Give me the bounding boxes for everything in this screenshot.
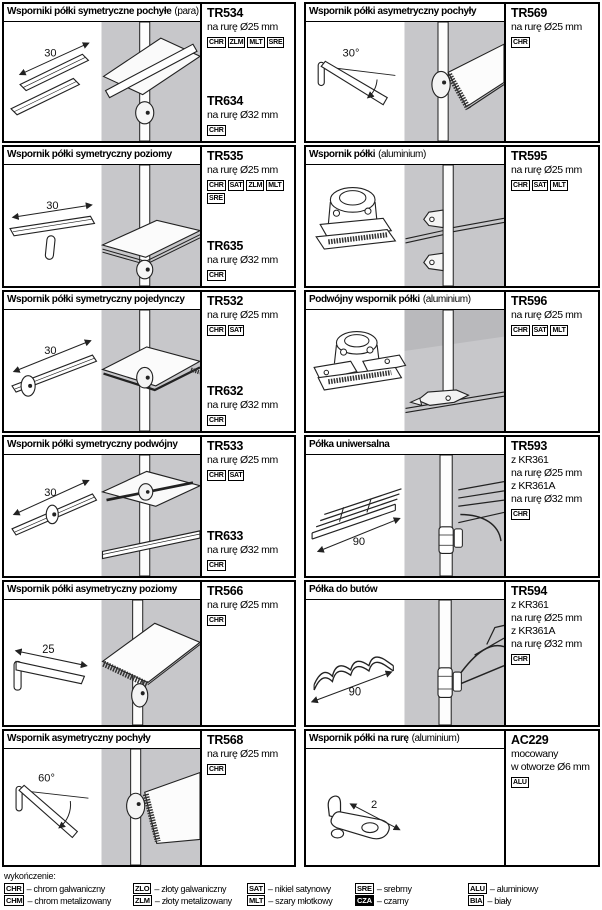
l-bracket-illustration [4, 600, 200, 725]
finish-chip: SAT [533, 182, 547, 189]
product-cell-tr535 [2, 145, 296, 288]
spec-line: na rurę Ø32 mm [207, 399, 278, 411]
spec-line: na rurę Ø25 mm [511, 612, 582, 624]
product-cell-ac229 [304, 729, 600, 867]
product-specs [511, 309, 596, 322]
product [207, 384, 292, 426]
legend-label: – chrom galwaniczny [26, 883, 105, 894]
finish-chip: MLT [249, 895, 264, 905]
product-specs [511, 599, 596, 651]
product-info [200, 437, 294, 576]
cell-title [306, 437, 504, 455]
legend-label: – szary młotkowy [268, 895, 333, 906]
product-code: TR535 [207, 149, 244, 163]
cell-title [306, 147, 504, 165]
product-cell-tr533 [2, 435, 296, 578]
dimension-label: 30 [44, 47, 57, 60]
spec-line: na rurę Ø32 mm [511, 493, 582, 505]
product-code: AC229 [511, 733, 549, 747]
legend-label: – aluminiowy [489, 883, 539, 894]
dimension-label: 25 [42, 643, 55, 657]
product-cell-tr532 [2, 290, 296, 433]
finish-chip: CHR [209, 182, 224, 189]
product-sketch [4, 310, 200, 431]
product [207, 584, 292, 626]
product-info [200, 731, 294, 865]
finish-chip: SRE [357, 883, 372, 893]
finish-chip: CHR [209, 562, 224, 569]
cell-title-note: (aluminium) [378, 149, 426, 160]
cell-title [306, 4, 504, 22]
product [207, 439, 292, 481]
spec-line: mocowany [511, 748, 558, 760]
finish-chip: SRE [268, 39, 283, 46]
legend-label: – srebrny [376, 883, 412, 894]
spec-line: w otworze Ø6 mm [511, 761, 590, 773]
spec-line: na rurę Ø32 mm [207, 109, 278, 121]
spec-line: z KR361A [511, 480, 556, 492]
finish-chip: CHM [6, 895, 23, 905]
product-specs [207, 599, 292, 612]
cell-title [4, 147, 200, 165]
finish-chip: CZA [357, 895, 372, 905]
dimension-label: 90 [348, 686, 362, 699]
spec-line: na rurę Ø25 mm [207, 309, 278, 321]
finish-chip: BIA [470, 895, 483, 905]
finish-chip: SRE [209, 195, 223, 202]
legend-label: – złoty galwaniczny [154, 883, 227, 894]
spec-line: na rurę Ø32 mm [207, 254, 278, 266]
product-code: TR568 [207, 733, 244, 747]
product-sketch [306, 455, 504, 576]
product-specs [207, 309, 292, 322]
finish-chip: CHR [209, 766, 224, 773]
finish-chip: CHR [513, 182, 528, 189]
product-specs [511, 21, 596, 34]
cell-title [306, 731, 504, 749]
dimension-label: 30 [44, 486, 57, 500]
legend-column [355, 883, 468, 906]
dimension-label: 30 [46, 200, 59, 213]
product-info [200, 582, 294, 725]
dimension-label: 90 [352, 536, 366, 549]
finish-chip: MLT [268, 182, 282, 189]
dimension-label: 60° [38, 772, 55, 785]
dimension-label: 30 [44, 345, 57, 358]
legend-entry [468, 883, 600, 894]
product-sketch [306, 749, 504, 865]
finish-chips [511, 654, 595, 665]
finish-chips [207, 270, 291, 281]
finish-chip: SAT [229, 182, 243, 189]
product-sketch [4, 22, 200, 141]
legend-label: – czarny [376, 895, 409, 906]
spec-line: na rurę Ø25 mm [511, 21, 582, 33]
finish-chip: CHR [209, 127, 224, 134]
product [511, 294, 596, 336]
product-specs [207, 21, 292, 34]
spec-line: na rurę Ø25 mm [511, 309, 582, 321]
product [207, 294, 292, 336]
single-rail-illustration [4, 310, 200, 431]
legend-label: – nikiel satynowy [267, 883, 331, 894]
product-sketch [4, 749, 200, 865]
product-code: TR634 [207, 94, 244, 108]
product-specs [207, 748, 292, 761]
product-info [504, 731, 598, 865]
angled-bracket-illustration [306, 22, 504, 141]
finish-chip: CHR [209, 417, 224, 424]
spec-line: na rurę Ø25 mm [207, 164, 278, 176]
dimension-label: 2 [370, 799, 378, 811]
clamp-fitting-illustration [306, 165, 504, 286]
finish-chip: ZLM [248, 182, 263, 189]
spec-line: na rurę Ø25 mm [511, 467, 582, 479]
finish-chip: CHR [513, 511, 528, 518]
shoe-rack-illustration [306, 600, 504, 725]
finish-chip: SAT [229, 472, 243, 479]
finish-chip: CHR [209, 472, 224, 479]
catalog-grid [2, 2, 600, 867]
aluminium-tab-illustration [306, 749, 504, 865]
spec-line: z KR361 [511, 599, 549, 611]
cell-title-text: Wspornik półki [309, 149, 376, 160]
product-cell-tr595 [304, 145, 600, 288]
spec-line: z KR361A [511, 625, 556, 637]
spec-line: na rurę Ø32 mm [511, 638, 582, 650]
finish-chip: MLT [249, 39, 263, 46]
legend-entry [247, 883, 355, 894]
product-code: TR593 [511, 439, 548, 453]
finish-chip: ALU [513, 779, 527, 786]
product-code: TR632 [207, 384, 244, 398]
cell-title-text: Wspornik asymetryczny pochyły [7, 733, 151, 744]
product-info [504, 582, 598, 725]
legend-heading: wykończenie: [4, 871, 56, 881]
product-specs [511, 454, 596, 506]
horizontal-bracket-illustration [4, 165, 200, 286]
finish-chip: CHR [209, 327, 224, 334]
legend-entry [4, 883, 133, 894]
product [207, 94, 292, 136]
wire-shelf-illustration [306, 455, 504, 576]
product-sketch [306, 310, 504, 431]
legend-entry [355, 883, 468, 894]
product-cell-tr534 [2, 2, 296, 143]
product [207, 239, 292, 281]
spec-line: z KR361 [511, 454, 549, 466]
cell-title [4, 731, 200, 749]
product-code: TR533 [207, 439, 244, 453]
dimension-label: 30° [342, 47, 360, 60]
product-info [200, 4, 294, 141]
legend-entry [4, 895, 133, 906]
cell-title-note: (aluminium) [411, 733, 460, 744]
finish-chip: ALU [470, 883, 485, 893]
product-code: TR635 [207, 239, 244, 253]
cell-title-text: Wspornik półki asymetryczny pochyły [309, 6, 477, 17]
bracket-pair-illustration [4, 22, 200, 141]
product-code: TR596 [511, 294, 548, 308]
cell-title-note: (para) [174, 6, 199, 17]
legend-entry [133, 895, 247, 906]
finish-chip: ZLM [135, 895, 150, 905]
product-specs [207, 164, 292, 177]
finish-chip: CHR [513, 327, 528, 334]
angled-bracket-60-illustration [4, 749, 200, 865]
product-specs [207, 544, 292, 557]
legend-label: – chrom metalizowany [27, 895, 112, 906]
finish-chips [207, 325, 291, 336]
finish-chip: CHR [513, 39, 528, 46]
cell-title-note: (aluminium) [422, 294, 471, 305]
cell-title [4, 292, 200, 310]
finish-chip: CHR [209, 617, 224, 624]
legend-entry [468, 895, 600, 906]
double-rail-illustration [4, 455, 200, 576]
legend-column [133, 883, 247, 906]
spec-line: na rurę Ø25 mm [207, 748, 278, 760]
legend-label: – złoty metalizowany [154, 895, 232, 906]
finish-chip: CHR [6, 883, 22, 893]
finish-chips [511, 325, 595, 336]
product-cell-tr568 [2, 729, 296, 867]
legend-entry [355, 895, 468, 906]
product-sketch [4, 600, 200, 725]
product [511, 6, 596, 48]
product-code: TR532 [207, 294, 244, 308]
finish-chip: MLT [552, 182, 566, 189]
finish-chips [207, 560, 291, 571]
finish-chips [207, 764, 291, 775]
cell-title [4, 582, 200, 600]
spec-line: na rurę Ø25 mm [207, 21, 278, 33]
cell-title-text: Podwójny wspornik półki [309, 294, 420, 305]
finish-chips [207, 415, 291, 426]
finish-chip: MLT [552, 327, 566, 334]
product-code: TR633 [207, 529, 244, 543]
cell-title [306, 292, 504, 310]
product-info [200, 292, 294, 431]
product-specs [207, 254, 292, 267]
cell-title [4, 4, 200, 22]
finish-chips [511, 509, 595, 520]
product-code: TR569 [511, 6, 548, 20]
product [511, 733, 596, 788]
product-code: TR534 [207, 6, 244, 20]
spec-line: na rurę Ø25 mm [207, 599, 278, 611]
cell-title-text: Wspornik półki na rurę [309, 733, 409, 744]
product-code: TR594 [511, 584, 548, 598]
finish-legend [4, 871, 600, 906]
product-specs [511, 748, 596, 774]
product-info [504, 292, 598, 431]
finish-chip: ZLO [135, 883, 150, 893]
product-specs [511, 164, 596, 177]
cell-title-text: Wspornik półki asymetryczny poziomy [7, 584, 177, 595]
legend-column [468, 883, 600, 906]
cell-title-text: Wsporniki półki symetryczne pochyłe [7, 6, 172, 17]
finish-chip: CHR [513, 656, 528, 663]
product [511, 584, 596, 665]
finish-chips [207, 37, 291, 48]
product [207, 529, 292, 571]
product-sketch [4, 455, 200, 576]
finish-chip: CHR [209, 39, 224, 46]
product [207, 6, 292, 48]
finish-chips [207, 470, 291, 481]
spec-line: na rurę Ø32 mm [207, 544, 278, 556]
cell-title-text: Wspornik półki symetryczny podwójny [7, 439, 178, 450]
product [207, 149, 292, 204]
product-sketch [306, 600, 504, 725]
legend-entry [133, 883, 247, 894]
finish-chip: SAT [533, 327, 547, 334]
product [511, 149, 596, 191]
finish-chips [207, 615, 291, 626]
product-cell-tr594 [304, 580, 600, 727]
product-sketch [306, 22, 504, 141]
cell-title-text: Półka do butów [309, 584, 378, 595]
cell-title [4, 437, 200, 455]
double-clamp-illustration [306, 310, 504, 431]
product-info [200, 147, 294, 286]
legend-column [4, 883, 133, 906]
legend-entry [247, 895, 355, 906]
product-specs [207, 109, 292, 122]
spec-line: na rurę Ø25 mm [511, 164, 582, 176]
product-sketch [4, 165, 200, 286]
finish-chip: CHR [209, 272, 224, 279]
finish-chip: ZLM [229, 39, 244, 46]
cell-title-text: Wspornik półki symetryczny pojedynczy [7, 294, 185, 305]
product-code: TR595 [511, 149, 548, 163]
product-info [504, 147, 598, 286]
finish-chip: SAT [249, 883, 263, 893]
cell-title-text: Półka uniwersalna [309, 439, 390, 450]
cell-title [306, 582, 504, 600]
product-cell-tr596 [304, 290, 600, 433]
cell-title-text: Wspornik półki symetryczny poziomy [7, 149, 172, 160]
finish-chips [207, 180, 291, 204]
legend-label: – biały [487, 895, 512, 906]
finish-chips [511, 180, 595, 191]
product-specs [207, 454, 292, 467]
product-cell-tr566 [2, 580, 296, 727]
finish-chips [511, 777, 595, 788]
product-info [504, 437, 598, 576]
spec-line: na rurę Ø25 mm [207, 454, 278, 466]
product-code: TR566 [207, 584, 244, 598]
product-cell-tr569 [304, 2, 600, 143]
legend-column [247, 883, 355, 906]
finish-chips [511, 37, 595, 48]
product-specs [207, 399, 292, 412]
product-sketch [306, 165, 504, 286]
product-cell-tr593 [304, 435, 600, 578]
finish-chip: SAT [229, 327, 243, 334]
finish-chips [207, 125, 291, 136]
product [511, 439, 596, 520]
product [207, 733, 292, 775]
product-info [504, 4, 598, 141]
